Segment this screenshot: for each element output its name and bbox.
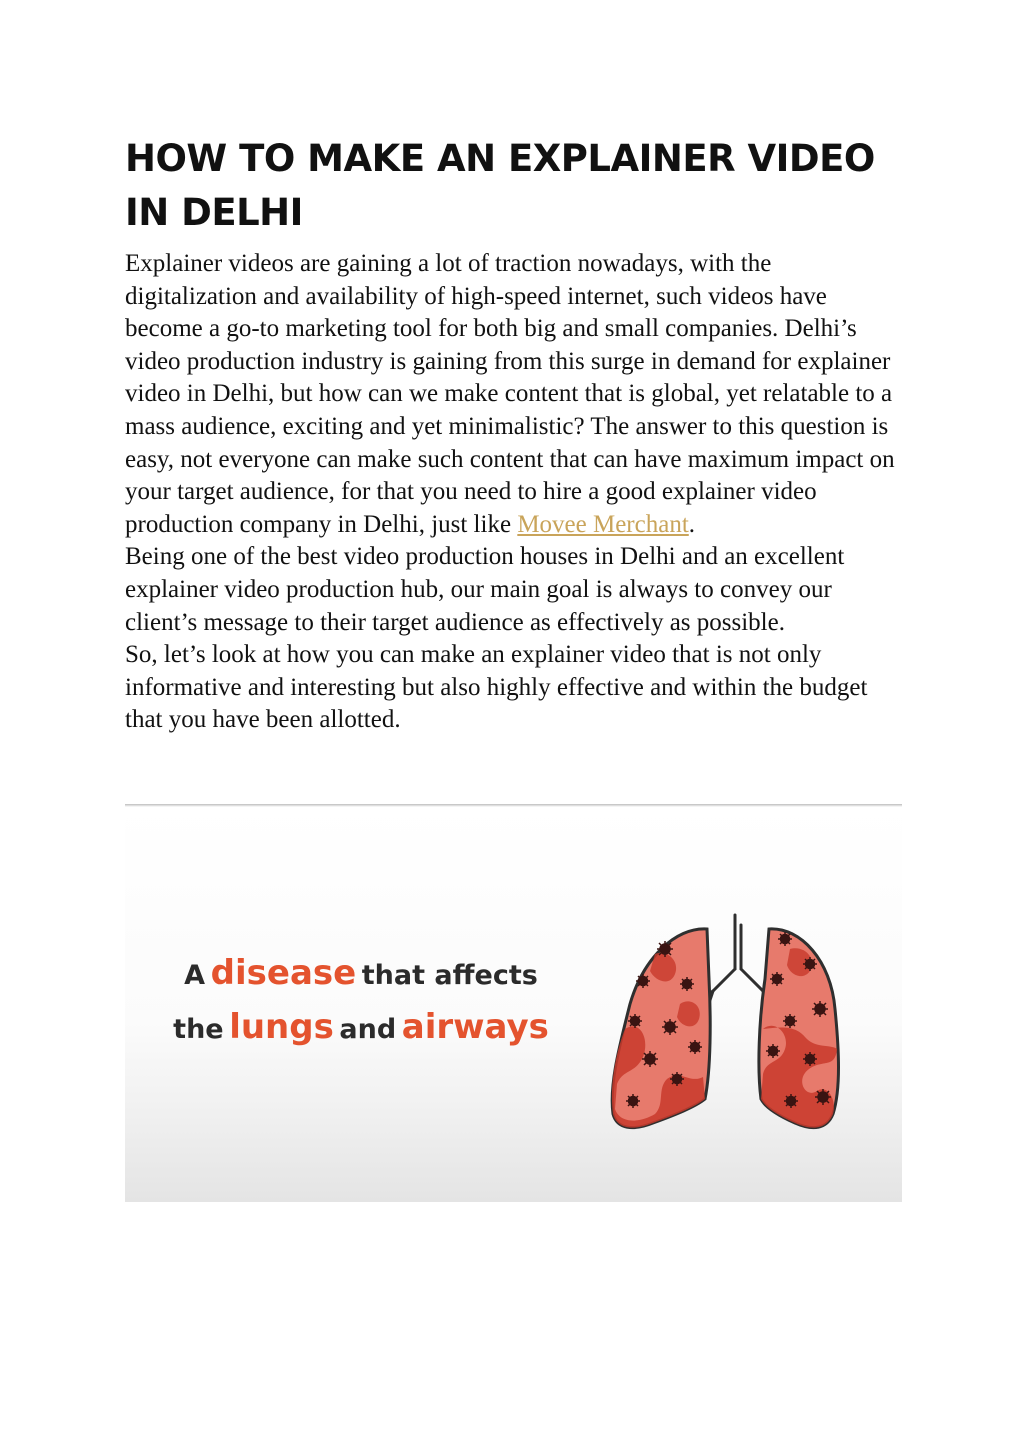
- caption-word: and: [339, 1014, 397, 1045]
- caption-highlight: disease: [210, 953, 357, 993]
- video-screenshot: [125, 804, 902, 1202]
- paragraph-about: Being one of the best video production houses in Delhi and an excellent explainer video production hub, our main goal is always to convey our client’s message to their target audience as effectively as possible.: [125, 543, 845, 636]
- paragraph-howto: So, let’s look at how you can make an explainer video that is not only informative and interesting but also highly effective and within the budget that you have been allotted.: [125, 641, 868, 734]
- movee-merchant-link[interactable]: Movee Merchant: [517, 510, 689, 538]
- frame-top-border: [125, 804, 902, 807]
- paragraph-intro-end: .: [688, 510, 696, 538]
- caption-line-2: [151, 1003, 571, 1057]
- left-lung-icon: [612, 929, 710, 1128]
- lungs-icon: [595, 909, 845, 1139]
- video-caption: [151, 949, 571, 1057]
- article: [125, 132, 905, 737]
- page-title: HOW TO MAKE AN EXPLAINER VIDEO IN DELHI: [125, 137, 875, 234]
- caption-highlight: lungs: [229, 1007, 334, 1047]
- paragraph-intro: [125, 248, 905, 541]
- caption-word: the: [173, 1014, 224, 1045]
- caption-word: that affects: [361, 960, 538, 991]
- paragraph-intro-text: Explainer videos are gaining a lot of traction nowadays, with the digitalization and availability of high-speed internet, such videos have become a go-to marketing tool for both big and small companies. Delhi’s video production industry is gaining from this surge in demand for explainer video in Delhi, but how can we make content that is global, yet relatable to a mass audience, exciting and yet minimalistic? The answer to this question is easy, not everyone can make such content that can have maximum impact on your target audience, for that you need to hire a good explainer video production company in Delhi, just like: [125, 250, 895, 538]
- caption-word: A: [184, 960, 206, 991]
- caption-line-1: [151, 949, 571, 1003]
- caption-highlight: airways: [401, 1007, 549, 1047]
